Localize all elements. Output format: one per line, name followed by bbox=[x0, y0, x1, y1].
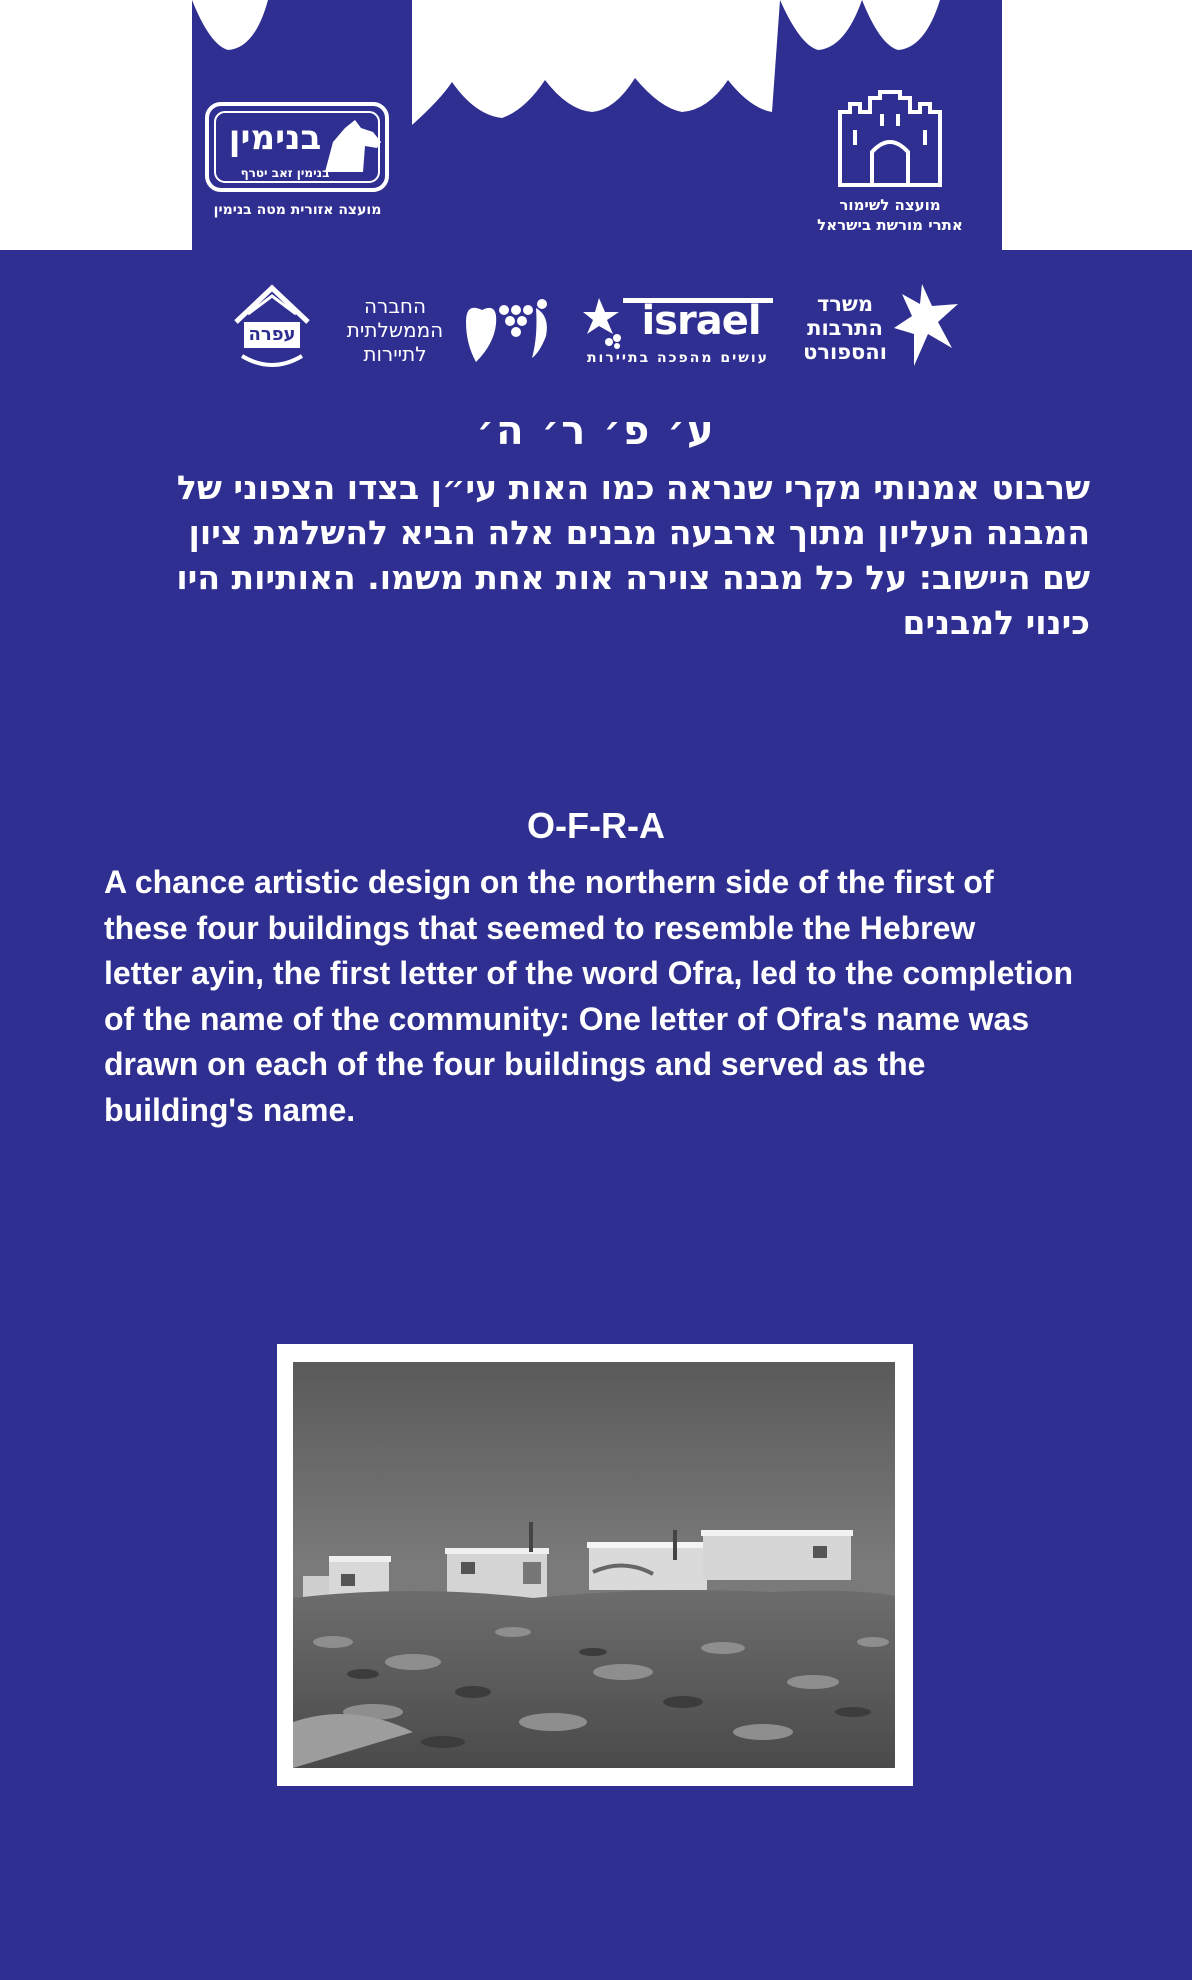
tourism-company-logo bbox=[340, 292, 555, 372]
english-title: O-F-R-A bbox=[527, 805, 665, 846]
english-line: building's name. bbox=[104, 1091, 356, 1128]
heritage-line2: אתרי מורשת בישראל bbox=[817, 216, 963, 234]
grapes-heart-icon bbox=[462, 296, 552, 366]
tourism-company-line1: החברה bbox=[363, 294, 427, 318]
english-line: drawn on each of the four buildings and served as the bbox=[104, 1046, 926, 1082]
star-figure-icon bbox=[892, 282, 962, 368]
photo-frame bbox=[277, 1344, 913, 1786]
culture-ministry-logo bbox=[800, 282, 965, 372]
culture-ministry-line3: והספורט bbox=[803, 340, 887, 364]
english-body bbox=[104, 860, 1094, 1133]
binyamin-tagline: בנימין זאב יטרף bbox=[240, 166, 330, 180]
hebrew-title: ע׳ פ׳ ר׳ ה׳ bbox=[476, 408, 716, 454]
castle-gate-icon bbox=[800, 90, 980, 190]
english-line: A chance artistic design on the northern side of the first of bbox=[104, 864, 994, 900]
heritage-logo bbox=[800, 90, 980, 240]
israel-tourism-logo bbox=[583, 292, 773, 372]
hebrew-body bbox=[100, 465, 1090, 645]
historic-photo bbox=[293, 1362, 895, 1768]
historic-photo-buildings-icon bbox=[293, 1362, 895, 1768]
israel-tourism-tagline: עושים מהפכה בתיירות bbox=[586, 350, 769, 366]
english-line: these four buildings that seemed to resemble the Hebrew bbox=[104, 909, 976, 946]
culture-ministry-line1: משרד bbox=[816, 292, 874, 316]
hebrew-line: כינוי למבנים bbox=[902, 603, 1090, 642]
binyamin-name: בנימין bbox=[228, 118, 322, 158]
ofra-logo bbox=[232, 284, 312, 370]
ofra-name: עפרה bbox=[248, 324, 296, 345]
english-line: of the name of the community: One letter of Ofra's name was bbox=[104, 1000, 1030, 1037]
english-line: letter ayin, the first letter of the word Ofra, led to the completion bbox=[104, 955, 1073, 991]
tourism-company-line2: הממשלתית bbox=[346, 318, 444, 342]
hebrew-line: שם היישוב: על כל מבנה צוירה אות אחת משמו. האותיות היו bbox=[176, 558, 1090, 597]
heritage-line1: מועצה לשימור bbox=[839, 196, 941, 214]
binyamin-logo bbox=[205, 102, 415, 232]
tourism-company-line3: לתיירות bbox=[363, 342, 427, 366]
hebrew-line: שרבוט אמנותי מקרי שנראה כמו האות עי״ן בצדו הצפוני של bbox=[176, 468, 1090, 507]
israel-wordmark: israel bbox=[641, 298, 761, 344]
hebrew-line: המבנה העליון מתוך ארבעה מבנים אלה הביא להשלמת ציון bbox=[188, 513, 1090, 552]
culture-ministry-line2: התרבות bbox=[807, 316, 883, 340]
binyamin-council: מועצה אזורית מטה בנימין bbox=[213, 202, 382, 218]
